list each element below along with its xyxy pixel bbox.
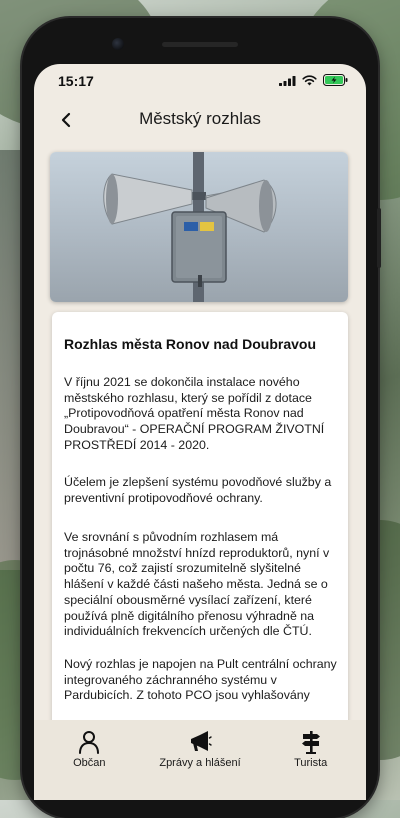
signpost-icon	[300, 730, 322, 754]
article-paragraph: Ve srovnání s původním rozhlasem má trojnásobné množství hnízd reproduktorů, nyní v počtu 76, což zajistí srozumitelně slyšitelné hlášení v každé části našeho města. Jedná se o speciální obousměrné vysílací zařízení, které používá plně digitálního přenosu výhradně na individuálních frekvencích určených dle ČTÚ.	[64, 530, 330, 639]
tab-zpravy-a-hlaseni[interactable]	[145, 720, 256, 800]
loudspeakers-illustration	[50, 152, 348, 302]
app-screen	[34, 64, 366, 800]
megaphone-icon	[188, 730, 212, 754]
article-paragraph: V říjnu 2021 se dokončila instalace nového městského rozhlasu, který se pořídil z dotace „Protipovodňová opatření města Ronov nad Doubravou“ - OPERAČNÍ PROGRAM ŽIVOTNÍ PROSTŘEDÍ 2014 - 2020.	[64, 375, 325, 452]
battery-charging-icon	[323, 74, 348, 86]
wifi-icon	[302, 75, 317, 86]
bottom-tab-bar	[34, 720, 366, 800]
page-title: Městský rozhlas	[139, 109, 261, 128]
earpiece	[162, 42, 238, 47]
tab-obcan[interactable]	[34, 720, 145, 800]
tab-label: Zprávy a hlášení	[159, 757, 241, 769]
scroll-content[interactable]	[34, 144, 366, 720]
hero-image	[50, 152, 348, 302]
tab-label: Turista	[294, 757, 328, 769]
status-time: 15:17	[58, 73, 94, 89]
tab-label: Občan	[73, 757, 106, 769]
phone-side-button	[377, 208, 381, 268]
article-paragraph: Účelem je zlepšení systému povodňové služby a preventivní protipovodňové ochrany.	[64, 475, 332, 505]
tab-turista[interactable]	[255, 720, 366, 800]
status-bar	[34, 64, 366, 96]
signal-icon	[279, 75, 296, 86]
status-icons	[279, 74, 348, 86]
navigation-bar	[34, 98, 366, 142]
phone-frame	[22, 18, 378, 818]
article-card	[52, 312, 348, 720]
article-paragraph: Nový rozhlas je napojen na Pult centrální ochrany integrovaného záchranného systému v Pardubicích. Z tohoto PCO jsou vyhlašovány	[64, 657, 337, 703]
front-camera	[112, 38, 124, 50]
person-icon	[78, 730, 100, 754]
background-building	[0, 150, 22, 570]
article-title: Rozhlas města Ronov nad Doubravou	[64, 336, 317, 352]
